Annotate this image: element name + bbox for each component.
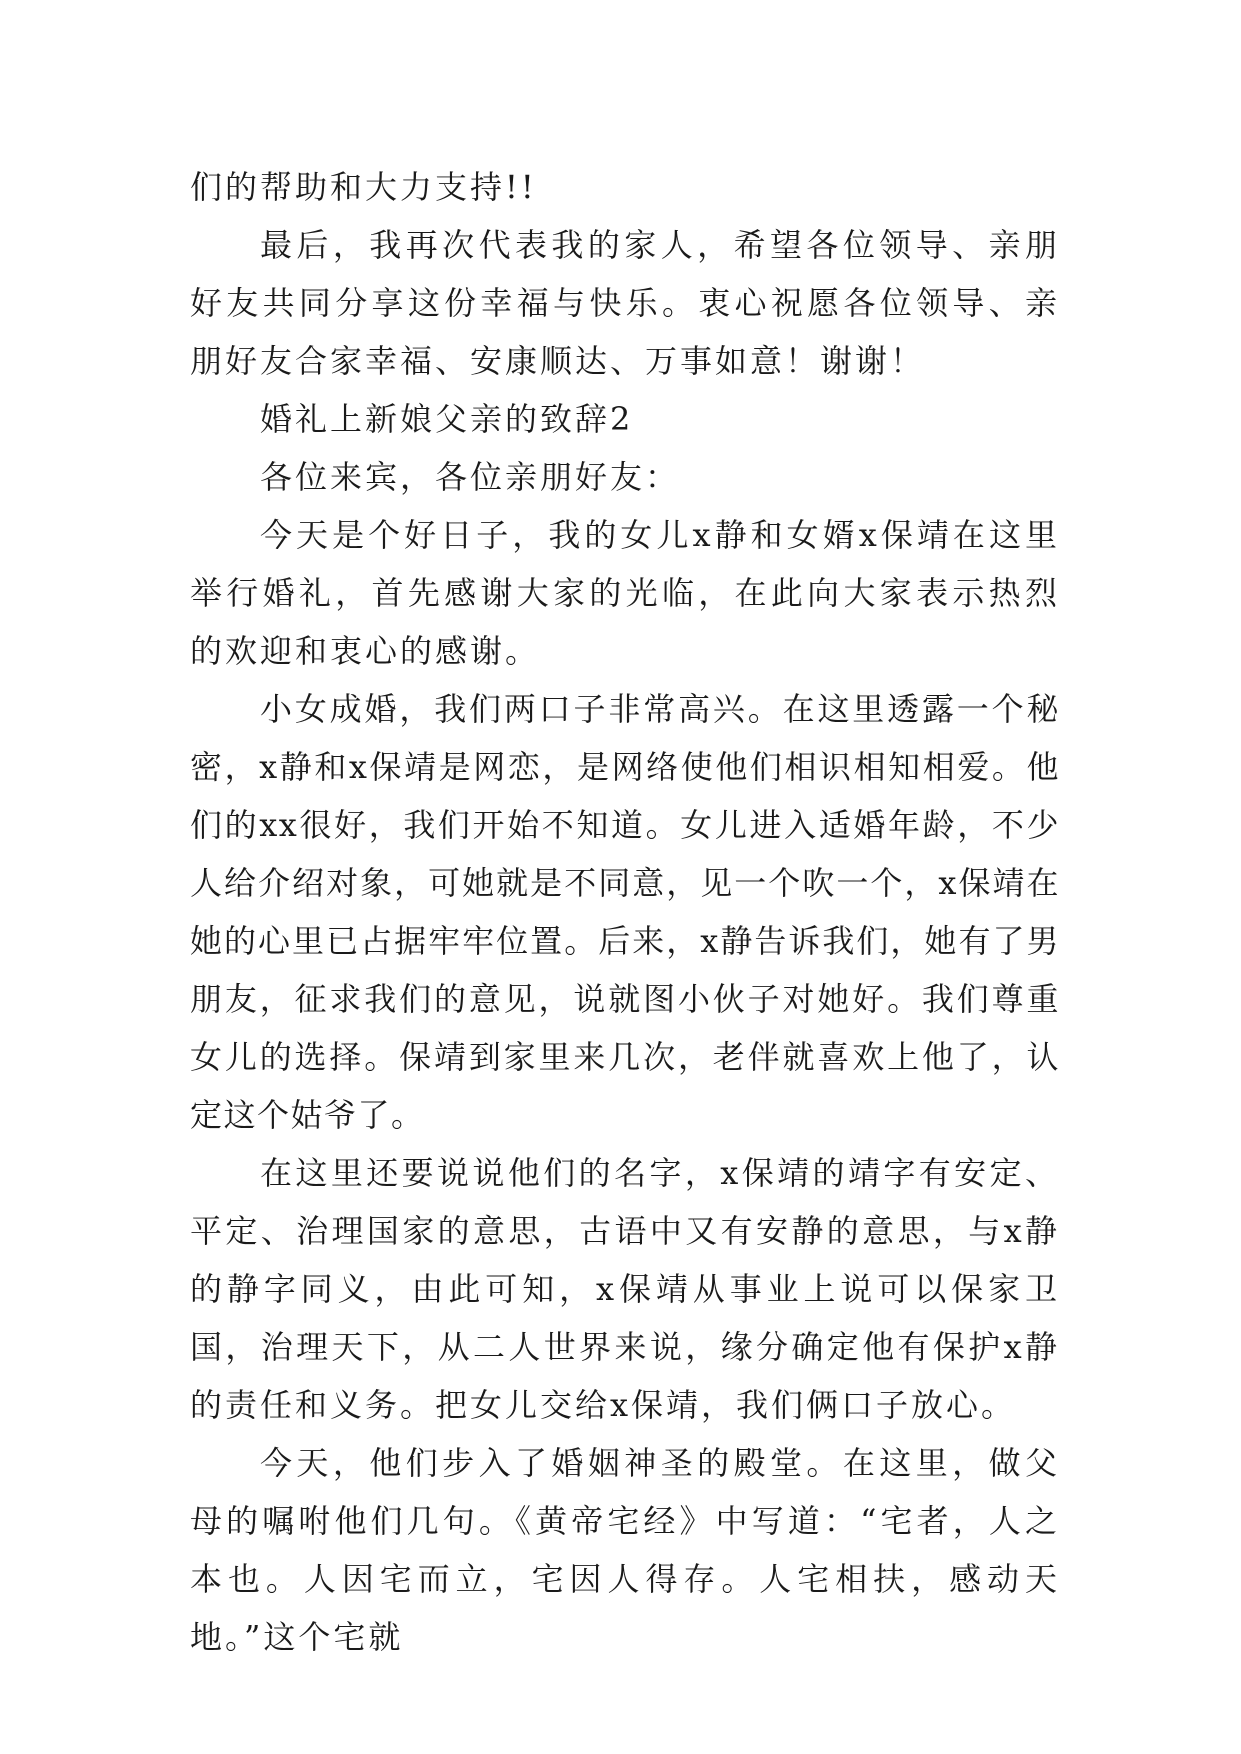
paragraph-story: 小女成婚，我们两口子非常高兴。在这里透露一个秘密，x静和x保靖是网恋，是网络使他们相识相知相爱。他们的xx很好，我们开始不知道。女儿进入适婚年龄，不少人给介绍对象，可她就是不同意，见一个吹一个，x保靖在她的心里已占据牢牢位置。后来，x静告诉我们，她有了男朋友，征求我们的意见，说就图小伙子对她好。我们尊重女儿的选择。保靖到家里来几次，老伴就喜欢上他了，认定这个姑爷了。 [190, 690, 1060, 1134]
paragraph-closing-wishes: 最后，我再次代表我的家人，希望各位领导、亲朋好友共同分享这份幸福与快乐。衷心祝愿各位领导、亲朋好友合家幸福、安康顺达、万事如意！谢谢！ [190, 226, 1060, 380]
paragraph-salutation: 各位来宾，各位亲朋好友： [260, 458, 681, 496]
section-heading: 婚礼上新娘父亲的致辞2 [260, 400, 634, 438]
paragraph-welcome: 今天是个好日子，我的女儿x静和女婿x保靖在这里举行婚礼，首先感谢大家的光临，在此向大家表示热烈的欢迎和衷心的感谢。 [190, 516, 1060, 670]
paragraph-advice: 今天，他们步入了婚姻神圣的殿堂。在这里，做父母的嘱咐他们几句。《黄帝宅经》中写道：“宅者，人之本也。人因宅而立，宅因人得存。人宅相扶，感动天地。”这个宅就 [190, 1444, 1060, 1656]
paragraph-names: 在这里还要说说他们的名字，x保靖的靖字有安定、平定、治理国家的意思，古语中又有安静的意思，与x静的静字同义，由此可知，x保靖从事业上说可以保家卫国，治理天下，从二人世界来说，缘分确定他有保护x静的责任和义务。把女儿交给x保靖，我们俩口子放心。 [190, 1154, 1060, 1424]
paragraph-continuation: 们的帮助和大力支持!! [190, 168, 537, 206]
document-body [190, 158, 1060, 1666]
